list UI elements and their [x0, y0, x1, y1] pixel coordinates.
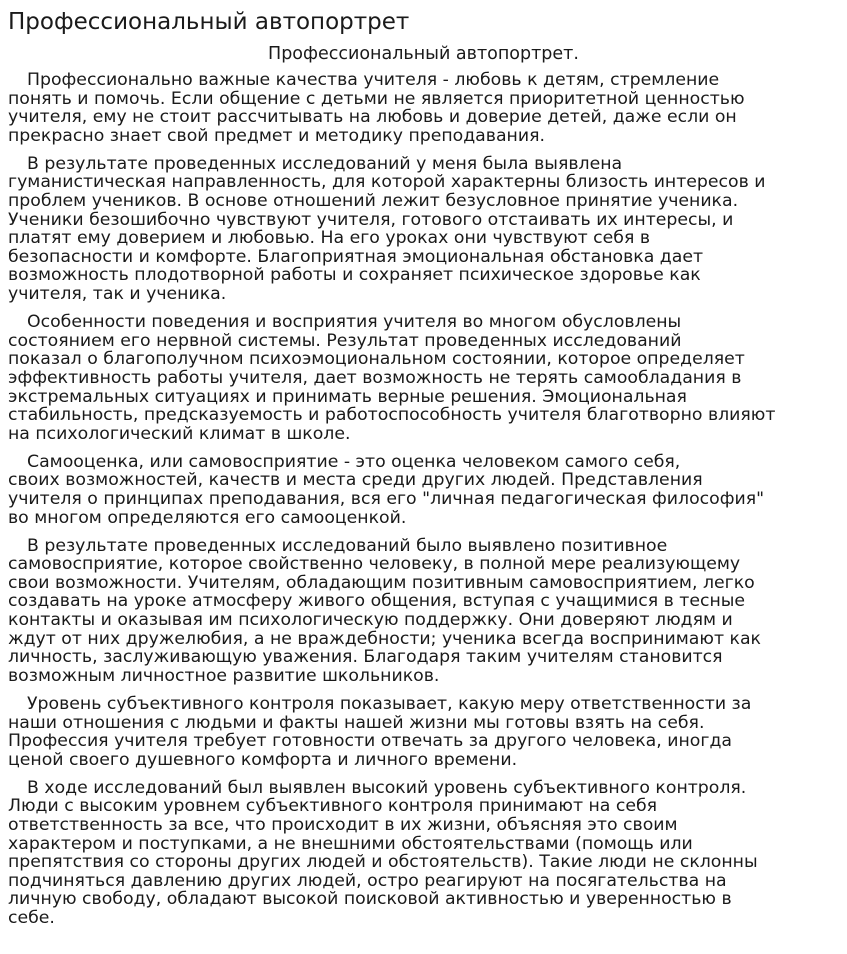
text-line: контакты и оказывая им психологическую поддержку. Они доверяют людям и [8, 610, 733, 631]
text-line: ценой своего душевного комфорта и личного времени. [8, 749, 518, 770]
text-line: создавать на уроке атмосферу живого общения, вступая с учащимися в тесные [8, 591, 746, 612]
text-line: Самооценка, или самовосприятие - это оценка человеком самого себя, [27, 451, 681, 472]
text-line: учителя о принципах преподавания, вся его "личная педагогическая философия" [8, 488, 765, 509]
paragraph [8, 695, 839, 769]
text-line: гуманистическая направленность, для которой характерны близость интересов и [8, 172, 766, 193]
paragraph [8, 71, 839, 145]
text-line: Ученики безошибочно чувствуют учителя, готового отстаивать их интересы, и [8, 209, 734, 230]
text-line: ждут от них дружелюбия, а не враждебности; ученика всегда воспринимают как [8, 628, 761, 649]
text-line: состоянием его нервной системы. Результат проведенных исследований [8, 330, 682, 351]
text-line: подчиняться давлению других людей, остро реагируют на посягательства на [8, 870, 727, 891]
text-line: личную свободу, обладают высокой поисковой активностью и уверенностью в [8, 889, 732, 910]
text-line: экстремальных ситуациях и принимать верные решения. Эмоциональная [8, 386, 687, 407]
text-line: ответственность за все, что происходит в их жизни, объясняя это своим [8, 814, 678, 835]
paragraph [8, 453, 839, 527]
text-line: учителя, ему не стоит рассчитывать на любовь и доверие детей, даже если он [8, 107, 737, 128]
paragraph [8, 537, 839, 686]
page-title: Профессиональный автопортрет [8, 9, 410, 35]
text-line: свои возможности. Учителям, обладающим позитивным самовосприятием, легко [8, 572, 755, 593]
paragraph [8, 779, 839, 928]
text-line: на психологический климат в школе. [8, 423, 351, 444]
text-line: препятствия со стороны других людей и обстоятельств). Такие люди не склонны [8, 852, 758, 873]
text-line: понять и помочь. Если общение с детьми не является приоритетной ценностью [8, 88, 745, 109]
text-line: характером и поступками, а не внешними обстоятельствами (помощь или [8, 833, 693, 854]
text-line: платят ему доверием и любовью. На его уроках они чувствуют себя в [8, 228, 651, 249]
text-line: Люди с высоким уровнем субъективного контроля принимают на себя [8, 796, 658, 817]
paragraph [8, 313, 839, 443]
text-line: себе. [8, 907, 55, 928]
document-subtitle: Профессиональный автопортрет. [268, 44, 579, 64]
text-line: Особенности поведения и восприятия учителя во многом обусловлены [27, 312, 682, 333]
text-line: В результате проведенных исследований было выявлено позитивное [27, 535, 668, 556]
text-line: Уровень субъективного контроля показывает, какую меру ответственности за [27, 693, 752, 714]
text-line: учителя, так и ученика. [8, 284, 227, 305]
text-line: наши отношения с людьми и факты нашей жизни мы готовы взять на себя. [8, 712, 705, 733]
document-body [8, 71, 839, 928]
text-line: во многом определяются его самооценкой. [8, 507, 407, 528]
text-line: личность, заслуживающую уважения. Благодаря таким учителям становится [8, 647, 723, 668]
text-line: эффективность работы учителя, дает возможность не терять самообладания в [8, 367, 742, 388]
text-line: прекрасно знает свой предмет и методику преподавания. [8, 125, 545, 146]
text-line: проблем учеников. В основе отношений лежит безусловное принятие ученика. [8, 191, 739, 212]
text-line: возможным личностное развитие школьников. [8, 665, 440, 686]
text-line: Профессионально важные качества учителя - любовь к детям, стремление [27, 70, 720, 90]
text-line: самовосприятие, которое свойственно человеку, в полной мере реализующему [8, 554, 741, 575]
paragraph [8, 155, 839, 304]
text-line: возможность плодотворной работы и сохраняет психическое здоровье как [8, 265, 701, 286]
text-line: показал о благополучном психоэмоциональном состоянии, которое определяет [8, 349, 745, 370]
text-line: Профессия учителя требует готовности отвечать за другого человека, иногда [8, 731, 732, 752]
text-line: В ходе исследований был выявлен высокий уровень субъективного контроля. [27, 777, 747, 798]
text-line: В результате проведенных исследований у меня была выявлена [27, 153, 623, 174]
text-line: стабильность, предсказуемость и работоспособность учителя благотворно влияют [8, 405, 776, 426]
text-line: безопасности и комфорте. Благоприятная эмоциональная обстановка дает [8, 246, 704, 267]
text-line: своих возможностей, качеств и места среди других людей. Представления [8, 470, 703, 491]
